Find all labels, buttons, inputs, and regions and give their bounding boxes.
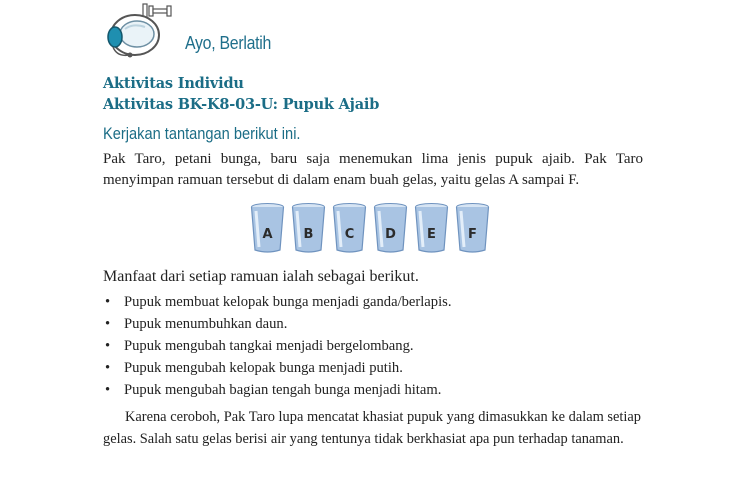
bullet-icon: • xyxy=(105,316,111,332)
cup-b xyxy=(291,203,326,253)
cup-label: A xyxy=(262,227,273,242)
cup-d xyxy=(373,203,408,253)
list-item-text: Pupuk mengubah kelopak bunga menjadi putih. xyxy=(124,360,403,376)
section-title: Ayo, Berlatih xyxy=(185,33,272,53)
list-item-text: Pupuk membuat kelopak bunga menjadi ganda/berlapis. xyxy=(124,294,452,310)
cup-f xyxy=(455,203,490,253)
list-item-text: Pupuk menumbuhkan daun. xyxy=(124,316,288,332)
list-item xyxy=(103,379,451,401)
bullet-icon: • xyxy=(105,294,111,310)
section-header xyxy=(103,3,403,63)
cup-row xyxy=(250,203,500,255)
intro-paragraph: Pak Taro, petani bunga, baru saja menemukan lima jenis pupuk ajaib. Pak Taro menyimpan ramuan tersebut di dalam enam buah gelas, yaitu gelas A sampai F. xyxy=(103,151,643,188)
benefit-intro: Manfaat dari setiap ramuan ialah sebagai berikut. xyxy=(103,268,419,285)
cup-c xyxy=(332,203,367,253)
list-item xyxy=(103,291,451,313)
astronaut-helmet-icon xyxy=(103,3,175,61)
cup-a xyxy=(250,203,285,253)
cup-e xyxy=(414,203,449,253)
closing-paragraph-text: Karena ceroboh, Pak Taro lupa mencatat khasiat pupuk yang dimasukkan ke dalam setiap gelas. Salah satu gelas berisi air yang tentunya tidak berkhasiat apa pun terhadap tanaman. xyxy=(103,409,641,447)
cup-label: B xyxy=(303,227,314,242)
list-item-text: Pupuk mengubah bagian tengah bunga menjadi hitam. xyxy=(124,382,442,398)
list-item-text: Pupuk mengubah tangkai menjadi bergelombang. xyxy=(124,338,414,354)
activity-type: Aktivitas Individu xyxy=(103,75,244,92)
list-item xyxy=(103,313,451,335)
instruction-heading: Kerjakan tantangan berikut ini. xyxy=(103,124,301,143)
list-item xyxy=(103,357,451,379)
cup-label: C xyxy=(344,227,355,242)
activity-code-title: Aktivitas BK-K8-03-U: Pupuk Ajaib xyxy=(103,96,380,113)
cup-label: E xyxy=(427,227,436,242)
bullet-icon: • xyxy=(105,360,111,376)
closing-paragraph xyxy=(103,406,641,450)
bullet-icon: • xyxy=(105,382,111,398)
benefit-list xyxy=(103,291,451,401)
cup-label: F xyxy=(468,227,477,242)
bullet-icon: • xyxy=(105,338,111,354)
cup-label: D xyxy=(385,227,396,242)
list-item xyxy=(103,335,451,357)
